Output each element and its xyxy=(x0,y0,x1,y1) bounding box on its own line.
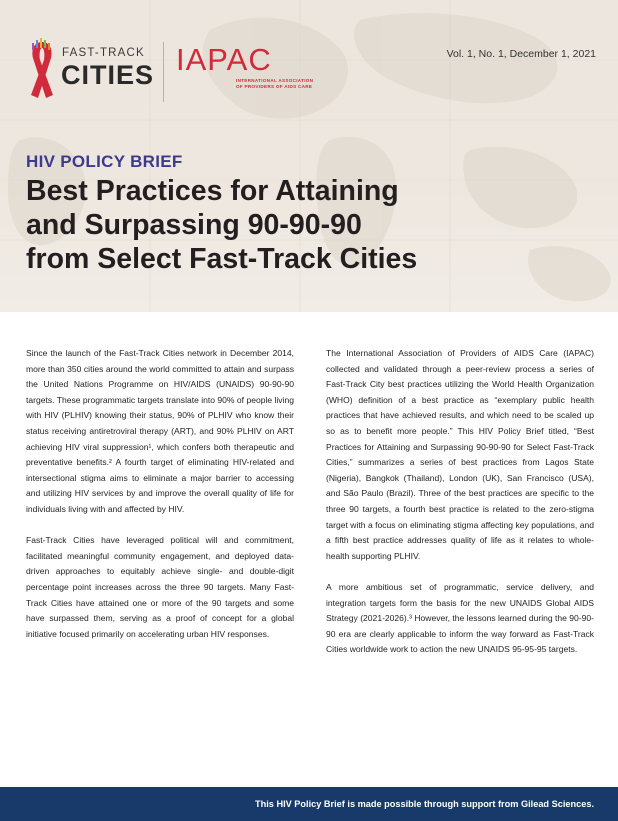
logo-iapac-line2: OF PROVIDERS OF AIDS CARE xyxy=(236,84,313,89)
title-line: Best Practices for Attaining xyxy=(26,175,399,207)
body-paragraph: Fast-Track Cities have leveraged political will and commitment, facilitated meaningful community engagement, and deployed data-driven approaches to equitably achieve single- and double-digit percentage point increases across the three 90 targets. Many Fast-Track Cities have attained one or more of the 90 targets and some have surpassed them, serving as a proof of concept for a global initiative focused primarily on accelerating urban HIV responses. xyxy=(26,535,294,639)
issue-info: Vol. 1, No. 1, December 1, 2021 xyxy=(446,48,596,60)
logo-iapac-subtitle xyxy=(236,78,313,90)
logo-iapac-line1: INTERNATIONAL ASSOCIATION xyxy=(236,78,314,83)
body-paragraph: A more ambitious set of programmatic, service delivery, and integration targets form the basis for the new UNAIDS Global AIDS Strategy (2021-2026).³ However, the lessons learned during the 90-90-90 era are clearly applicable to inform the way forward as Fast-Track Cities worldwide work to action the new UNAIDS 95-95-95 targets. xyxy=(326,581,594,655)
logo-ftc-bottom-text: CITIES xyxy=(61,60,155,90)
page-title xyxy=(26,174,586,276)
brief-kicker: HIV POLICY BRIEF xyxy=(26,152,183,171)
fast-track-cities-logo xyxy=(24,38,154,108)
logo-ftc-top-text: FAST-TRACK xyxy=(62,47,145,59)
body-paragraph: The International Association of Providers of AIDS Care (IAPAC) collected and validated through a peer-review process a series of Fast-Track City best practices utilizing the World Health Organization (WHO) definition of a best practice as “exemplary public health practices that have achieved results, and which need to be scaled up so as to benefit more people.” This HIV Policy Brief titled, “Best Practices for Attaining and Surpassing 90-90-90 for Select Fast-Track Cities,” summarizes a series of best practices from Lagos State (Nigeria), Bangkok (Thailand), London (UK), San Francisco (USA), and São Paulo (Brazil). Three of the best practices are specific to the three 90 targets, a fourth best practice is related to the zero-stigma target with a focus on eliminating stigma affecting key populations, and a fifth best practice addresses quality of life as it relates to whole-health supporting PLHIV. xyxy=(326,348,594,561)
footer-bar xyxy=(0,787,618,821)
hero-banner xyxy=(0,0,618,312)
logo-divider xyxy=(163,42,164,102)
body-column-right xyxy=(326,346,594,673)
iapac-logo xyxy=(176,42,314,102)
body-paragraph: Since the launch of the Fast-Track Cities network in December 2014, more than 350 cities around the world committed to attain and surpass the United Nations Programme on HIV/AIDS (UNAIDS) 90-90-90 targets. These programmatic targets translate into 90% of people living with HIV (PLHIV) knowing their status, 90% of PLHIV who know their status receiving antiretroviral therapy (ART), and 90% PLHIV on ART achieving HIV viral suppression¹, which confers both therapeutic and preventative benefits.² A fourth target of eliminating HIV-related and intersectional stigma aims to eliminate a major barrier to accessing and utilizing HIV services by and improve the overall quality of life for individuals living with and affected by HIV. xyxy=(26,348,294,514)
red-ribbon-icon xyxy=(24,38,60,104)
body-column-left xyxy=(26,346,294,658)
title-line: and Surpassing 90-90-90 xyxy=(26,209,362,241)
title-line: from Select Fast-Track Cities xyxy=(26,243,418,275)
footer-sponsor-text: This HIV Policy Brief is made possible through support from Gilead Sciences. xyxy=(255,799,594,809)
logo-iapac-wordmark: IAPAC xyxy=(176,42,272,77)
